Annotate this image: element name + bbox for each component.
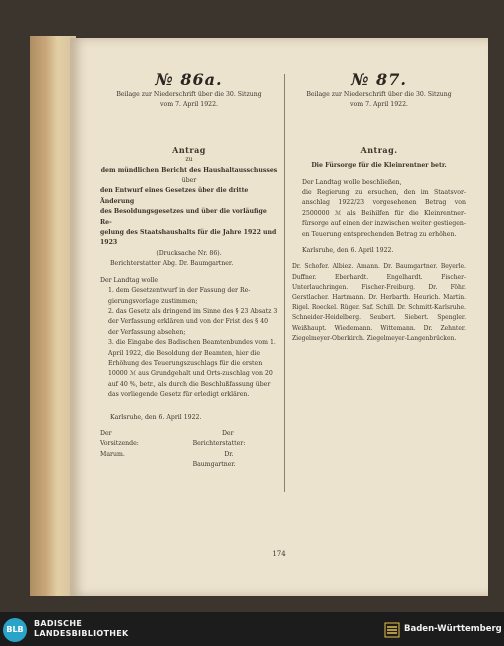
topic-line: Die Fürsorge für die Kleinrentner betr. [311, 162, 447, 170]
motion-body: die Regierung zu ersuchen, den im Staatsvor-anschlag 1922/23 vorgesehenen Betrag von 2500000 ℳ als Beihilfen für die Kleinrentner-fürsorge auf einen der inzwischen weiter gestiegen-en Teuerung entsprechenden Betrag zu erhöhen. [302, 189, 466, 238]
list-item: 2. das Gesetz als dringend im Sinne des § 23 Absatz 3 der Verfassung erklären und von der Frist des § 40 der Verfassung absehen; [108, 307, 278, 336]
column-left [100, 38, 278, 471]
antrag-heading: Antrag [172, 144, 206, 155]
coat-of-arms-icon [384, 622, 400, 638]
signature-rapporteur [193, 429, 278, 471]
footer-bar [0, 612, 504, 646]
entwurf-line-2: des Besoldungsgesetzes und über die vorläufige Re- [100, 208, 267, 226]
place-date: Karlsruhe, den 6. April 1922. [110, 413, 202, 421]
motion-list [100, 286, 278, 400]
place-date: Karlsruhe, den 6. April 1922. [302, 247, 394, 255]
list-item: 1. dem Gesetzentwurf in der Fassung der Re-gierungsvorlage zustimmen; [108, 287, 251, 305]
drucksache: (Drucksache Nr. 86). [156, 249, 222, 257]
signature-chair [100, 429, 185, 471]
berichterstatter-line: Berichterstatter Abg. Dr. Baumgartner. [110, 260, 234, 268]
subtitle: Beilage zur Niederschrift über die 30. Sitzung [116, 91, 262, 98]
column-right [292, 38, 466, 344]
rapporteur-name: Dr. Baumgartner. [192, 450, 236, 469]
document-number: № 87. [351, 70, 407, 89]
landtag-line: Der Landtag wolle beschließen, [302, 178, 402, 186]
chair-name: Marum. [100, 450, 125, 458]
library-name-line2: LANDESBIBLIOTHEK [34, 629, 129, 638]
antrag-heading: Antrag. [360, 144, 398, 155]
subtitle: Beilage zur Niederschrift über die 30. Sitzung [306, 91, 452, 98]
subtitle-date: vom 7. April 1922. [350, 101, 408, 109]
library-name-line1: BADISCHE [34, 619, 83, 628]
chair-title: Der Vorsitzende: [100, 429, 139, 448]
list-item: 3. die Eingabe des Badischen Beamtenbundes vom 1. April 1922, die Besoldung der Beamten, hier die Erhöhung des Teuerungszuschlags für die ersten 10000 ℳ aus Grundgehalt und Orts-zuschlag von 20 auf 40 %, betr., als durch die Beschlußfassung über das vorliegende Gesetz für erledigt erklären. [108, 339, 276, 399]
subtitle-date: vom 7. April 1922. [160, 101, 218, 109]
zu-text: zu [185, 156, 193, 164]
document-number: № 86a. [155, 70, 223, 89]
blb-logo[interactable]: BLB [3, 618, 27, 642]
column-divider [284, 74, 285, 492]
bericht-line: dem mündlichen Bericht des Haushaltausschusses [100, 166, 278, 174]
rapporteur-title: Der Berichterstatter: [192, 429, 246, 448]
document-page [70, 38, 488, 596]
signatory-names: Dr. Schofer. Albiez. Amann. Dr. Baumgartner. Beyerle. Duffner. Eberhardt. Engelhardt. Fischer-Unterlauchringen. Fischer-Freiburg. Dr. Föhr. Gerstlacher. Hartmann. Dr. Herbarth. Heurich. Martin. Rigel. Roeckel. Rüger. Saf. Schill. Dr. Schmitt-Karlsruhe. Schneider-Heidelberg. Seubert. Siebert. Spengler. Weißhaupt. Wiedemann. Wittemann. Dr. Zehnter. Ziegelmeyer-Oberkirch. Ziegelmeyer-Langenbrücken. [292, 263, 466, 342]
ueber-text: über [181, 177, 197, 185]
signatures [100, 429, 278, 471]
entwurf-line-3: gelung des Staatshaushalts für die Jahre 1922 und 1923 [100, 229, 277, 247]
landtag-line: Der Landtag wolle [100, 276, 159, 284]
entwurf-line-1: den Entwurf eines Gesetzes über die dritte Änderung [100, 187, 249, 205]
library-name[interactable] [34, 619, 129, 639]
page-number: 174 [272, 550, 286, 558]
state-name: Baden-Württemberg [404, 624, 502, 634]
